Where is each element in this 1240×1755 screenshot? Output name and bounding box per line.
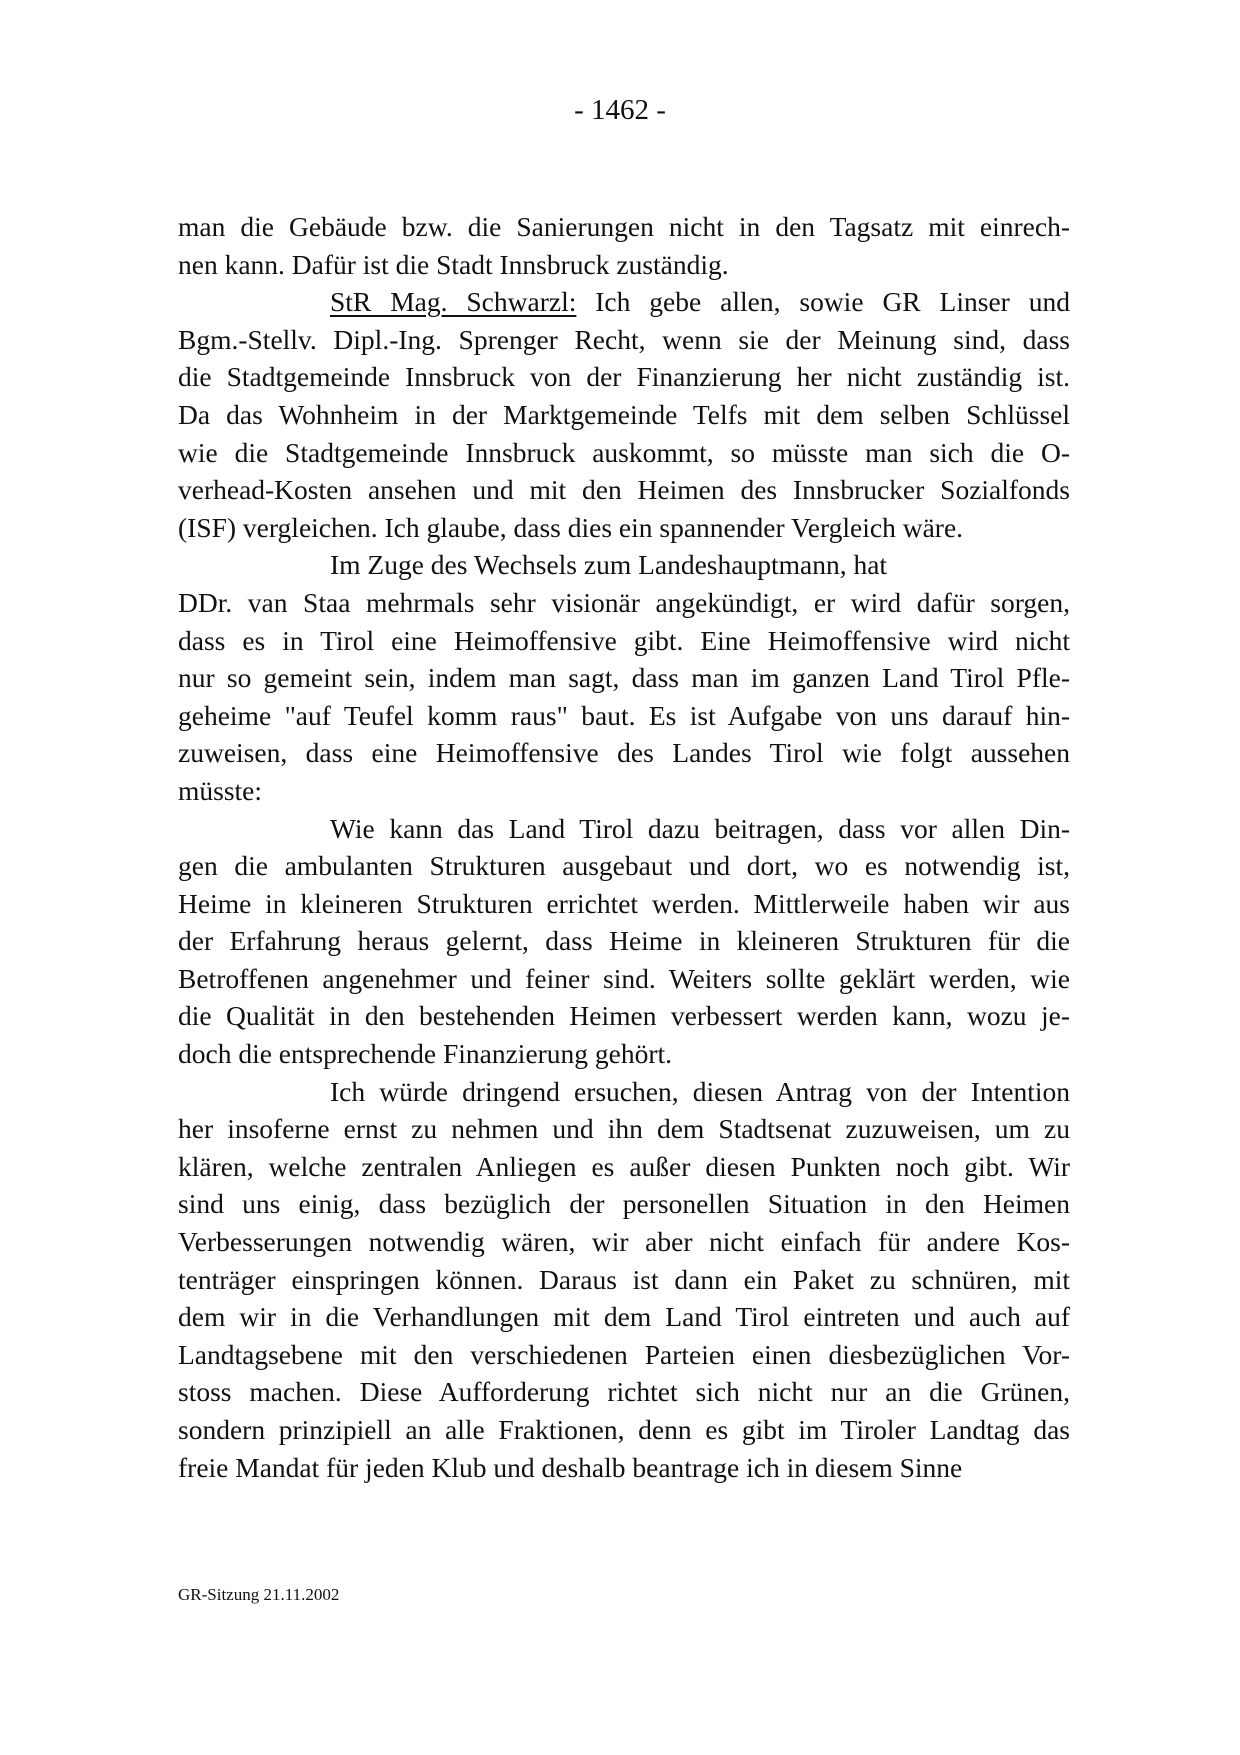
- text-line: DDr. van Staa mehrmals sehr visionär angekündigt, er wird dafür sorgen,: [178, 586, 1070, 618]
- text-line: [178, 283, 1070, 321]
- text-line: klären, welche zentralen Anliegen es außer diesen Punkten noch gibt. Wir: [178, 1150, 1070, 1182]
- text-line: gen die ambulanten Strukturen ausgebaut und dort, wo es notwendig ist,: [178, 850, 1070, 882]
- text-line: die Stadtgemeinde Innsbruck von der Finanzierung her nicht zuständig ist.: [178, 361, 1070, 393]
- paragraph-antrag: [178, 1073, 1070, 1487]
- page-number: - 1462 -: [574, 94, 666, 126]
- speaker-name: StR Mag. Schwarzl:: [330, 286, 577, 318]
- text-line: verhead-Kosten ansehen und mit den Heimen des Innsbrucker Sozialfonds: [178, 474, 1070, 506]
- text-line: nen kann. Dafür ist die Stadt Innsbruck zuständig.: [178, 248, 729, 280]
- text-line: tenträger einspringen können. Daraus ist dann ein Paket zu schnüren, mit: [178, 1263, 1070, 1295]
- paragraph-land-tirol: [178, 810, 1070, 1073]
- paragraph-heimoffensive: [178, 546, 1070, 809]
- text-line: der Erfahrung heraus gelernt, dass Heime in kleineren Strukturen für die: [178, 925, 1070, 957]
- text-line: Da das Wohnheim in der Marktgemeinde Telfs mit dem selben Schlüssel: [178, 398, 1070, 430]
- text-line: Im Zuge des Wechsels zum Landeshauptmann, hat: [330, 549, 888, 581]
- text-line: wie die Stadtgemeinde Innsbruck auskommt, so müsste man sich die O-: [178, 436, 1070, 468]
- text-line: müsste:: [178, 774, 263, 806]
- text-line: Verbesserungen notwendig wären, wir aber nicht einfach für andere Kos-: [178, 1226, 1070, 1258]
- text-line: Wie kann das Land Tirol dazu beitragen, dass vor allen Din-: [330, 812, 1070, 844]
- paragraph-continuation: [178, 208, 1070, 283]
- text-line: Landtagsebene mit den verschiedenen Parteien einen diesbezüglichen Vor-: [178, 1338, 1070, 1370]
- text-line: dass es in Tirol eine Heimoffensive gibt. Eine Heimoffensive wird nicht: [178, 624, 1070, 656]
- text-line: nur so gemeint sein, indem man sagt, dass man im ganzen Land Tirol Pfle-: [178, 662, 1070, 694]
- footer-session-date: GR-Sitzung 21.11.2002: [178, 1585, 340, 1604]
- text-line: Betroffenen angenehmer und feiner sind. Weiters sollte geklärt werden, wie: [178, 962, 1070, 994]
- paragraph-speaker-statement: [178, 283, 1070, 546]
- text-line: doch die entsprechende Finanzierung gehört.: [178, 1038, 673, 1070]
- text-line: sind uns einig, dass bezüglich der personellen Situation in den Heimen: [178, 1188, 1070, 1220]
- document-body: [178, 208, 1070, 1486]
- text-line: (ISF) vergleichen. Ich glaube, dass dies ein spannender Vergleich wäre.: [178, 511, 964, 543]
- text-line: Bgm.-Stellv. Dipl.-Ing. Sprenger Recht, wenn sie der Meinung sind, dass: [178, 323, 1070, 355]
- text-line: Ich würde dringend ersuchen, diesen Antrag von der Intention: [330, 1075, 1070, 1107]
- text-line: geheime "auf Teufel komm raus" baut. Es ist Aufgabe von uns darauf hin-: [178, 699, 1070, 731]
- text-line: Heime in kleineren Strukturen errichtet werden. Mittlerweile haben wir aus: [178, 887, 1070, 919]
- text-line: man die Gebäude bzw. die Sanierungen nicht in den Tagsatz mit einrech-: [178, 211, 1070, 242]
- text-line: her insoferne ernst zu nehmen und ihn dem Stadtsenat zuzuweisen, um zu: [178, 1113, 1070, 1145]
- text-line: zuweisen, dass eine Heimoffensive des Landes Tirol wie folgt aussehen: [178, 737, 1070, 769]
- statement-start: Ich gebe allen, sowie GR Linser und: [576, 286, 1070, 318]
- text-line: dem wir in die Verhandlungen mit dem Land Tirol eintreten und auch auf: [178, 1301, 1070, 1333]
- text-line: die Qualität in den bestehenden Heimen verbessert werden kann, wozu je-: [178, 1000, 1070, 1032]
- text-line: sondern prinzipiell an alle Fraktionen, denn es gibt im Tiroler Landtag das: [178, 1414, 1070, 1445]
- text-line: freie Mandat für jeden Klub und deshalb beantrage ich in diesem Sinne: [178, 1451, 963, 1483]
- text-line: stoss machen. Diese Aufforderung richtet sich nicht nur an die Grünen,: [178, 1376, 1070, 1408]
